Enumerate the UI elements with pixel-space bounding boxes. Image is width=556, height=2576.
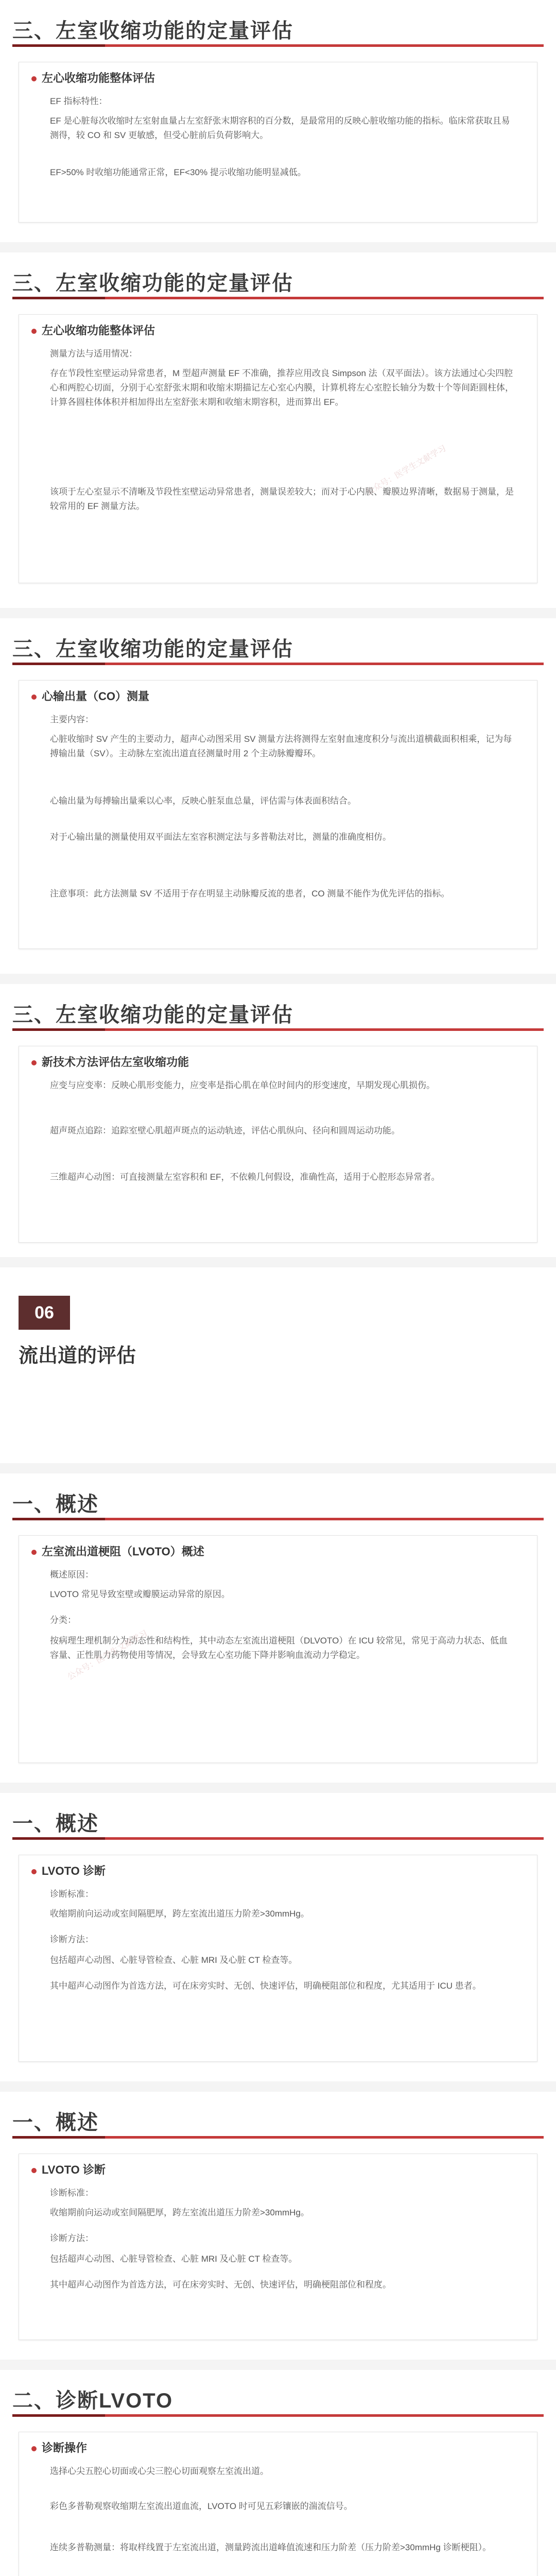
section-overview-2 xyxy=(0,1793,556,2081)
line: 心输出量为每搏输出量乘以心率，反映心脏泵血总量，评估需与体表面积结合。 xyxy=(50,796,356,806)
line: 包括超声心动图、心脏导管检查、心脏 MRI 及心脏 CT 检查等。 xyxy=(50,2254,298,2264)
section-title: 三、左室收缩功能的定量评估 xyxy=(12,20,293,42)
watermark: 公众号：医学生文献学习 xyxy=(66,1629,149,1682)
line: 其中超声心动图作为首选方法，可在床旁实时、无创、快速评估，明确梗阻部位和程度。 xyxy=(50,2280,391,2290)
section-header xyxy=(12,1484,544,1525)
line: 连续多普勒测量：将取样线置于左室流出道，测量跨流出道峰值流速和压力阶差（压力阶差>30mmHg 诊断梗阻）。 xyxy=(50,2543,492,2552)
line: 应变与应变率：反映心肌形变能力，应变率是指心肌在单位时间内的形变速度，早期发现心肌损伤。 xyxy=(50,1080,435,1090)
watermark: 公众号：医学生文献学习 xyxy=(364,444,448,497)
section-header xyxy=(12,10,544,52)
line: 分类： xyxy=(50,1615,76,1625)
section-overview-1 xyxy=(0,1473,556,1783)
line: LVOTO 常见导致室壁或瓣膜运动异常的原因。 xyxy=(50,1589,230,1599)
content-card xyxy=(19,2432,537,2576)
card-title: 左室流出道梗阻（LVOTO）概述 xyxy=(31,1543,204,1559)
card-title: 左心收缩功能整体评估 xyxy=(31,322,155,338)
line: 对于心输出量的测量使用双平面法左室容积测定法与多普勒法对比，测量的准确度相仿。 xyxy=(50,832,391,842)
line: 选择心尖五腔心切面或心尖三腔心切面观察左室流出道。 xyxy=(50,2466,269,2476)
line: 注意事项：此方法测量 SV 不适用于存在明显主动脉瓣反流的患者，CO 测量不能作为优先评估的指标。 xyxy=(50,889,450,899)
title-underline-accent xyxy=(12,663,105,665)
line: 诊断标准： xyxy=(50,2188,94,2198)
section-co xyxy=(0,618,556,974)
section-title: 二、诊断LVOTO xyxy=(12,2389,173,2412)
title-underline-accent xyxy=(12,1028,105,1031)
content-card xyxy=(19,680,537,949)
section-measurement xyxy=(0,252,556,608)
title-underline-accent xyxy=(12,1837,105,1840)
content-card xyxy=(19,62,537,223)
line: 存在节段性室壁运动异常患者，M 型超声测量 EF 不准确，推荐应用改良 Simpson 法（双平面法）。该方法通过心尖四腔心和两腔心切面，分别于心室舒张末期和收缩末期描记左心室心内膜，计算机将左心室腔长轴分为数十个等间距圆柱体，计算各圆柱体体积并相加得出左室舒张末期和收缩末期容积，进而算出 EF。 xyxy=(50,368,514,407)
line: 收缩期前向运动或室间隔肥厚，跨左室流出道压力阶差>30mmHg。 xyxy=(50,2208,309,2217)
chapter-divider xyxy=(0,1267,556,1463)
section-header xyxy=(12,2102,544,2143)
section-header xyxy=(12,629,544,670)
line: 诊断标准： xyxy=(50,1889,94,1899)
content-card xyxy=(19,1046,537,1243)
section-title: 一、概述 xyxy=(12,1812,99,1835)
card-title: 心输出量（CO）测量 xyxy=(31,688,149,704)
title-underline-accent xyxy=(12,2136,105,2139)
line: 概述原因： xyxy=(50,1570,94,1580)
line: 该项于左心室显示不清晰及节段性室壁运动异常患者，测量误差较大；而对于心内膜、瓣膜边界清晰，数据易于测量，是较常用的 EF 测量方法。 xyxy=(50,487,514,511)
title-underline-accent xyxy=(12,44,105,47)
line: 诊断方法： xyxy=(50,1935,94,1944)
section-title: 三、左室收缩功能的定量评估 xyxy=(12,272,293,295)
line: 诊断方法： xyxy=(50,2233,94,2243)
line: EF 指标特性： xyxy=(50,96,108,106)
title-underline-accent xyxy=(12,297,105,299)
line: 收缩期前向运动或室间隔肥厚，跨左室流出道压力阶差>30mmHg。 xyxy=(50,1909,309,1919)
card-title: LVOTO 诊断 xyxy=(31,1862,106,1878)
section-title: 三、左室收缩功能的定量评估 xyxy=(12,1004,293,1026)
section-title: 三、左室收缩功能的定量评估 xyxy=(12,638,293,660)
line: 心脏收缩时 SV 产生的主要动力，超声心动图采用 SV 测量方法将测得左室射血速度积分与流出道横截面积相乘，记为每搏输出量（SV）。主动脉左室流出道直径测量时用 2 个主动脉瓣瓣环。 xyxy=(50,734,512,758)
line: 彩色多普勒观察收缩期左室流出道血流，LVOTO 时可见五彩镶嵌的湍流信号。 xyxy=(50,2501,353,2511)
content-card xyxy=(19,314,537,583)
content-card xyxy=(19,2154,537,2340)
section-title: 一、概述 xyxy=(12,1493,99,1516)
card-title: 诊断操作 xyxy=(31,2439,87,2455)
chapter-number: 06 xyxy=(19,1296,70,1330)
line: 主要内容： xyxy=(50,715,94,724)
title-underline-accent xyxy=(12,1518,105,1520)
card-title: LVOTO 诊断 xyxy=(31,2161,106,2177)
content-card xyxy=(19,1855,537,2062)
section-header xyxy=(12,1803,544,1844)
line: EF 是心脏每次收缩时左室射血量占左室舒张末期容积的百分数，是最常用的反映心脏收缩功能的指标。临床常获取且易测得，较 CO 和 SV 更敏感，但受心脏前后负荷影响大。 xyxy=(50,116,510,140)
title-underline-accent xyxy=(12,2414,105,2417)
section-ef xyxy=(0,0,556,242)
section-header xyxy=(12,994,544,1036)
line: 按病理生理机制分为动态性和结构性，其中动态左室流出道梗阻（DLVOTO）在 ICU 较常见，常见于高动力状态、低血容量、正性肌力药物使用等情况，会导致左心室功能下降并影响血流动力学稳定。 xyxy=(50,1636,508,1660)
line: 三维超声心动图：可直接测量左室容积和 EF，不依赖几何假设，准确性高，适用于心腔形态异常者。 xyxy=(50,1172,440,1182)
card-title: 新技术方法评估左室收缩功能 xyxy=(31,1054,189,1070)
line: 超声斑点追踪：追踪室壁心肌超声斑点的运动轨迹，评估心肌纵向、径向和圆周运动功能。 xyxy=(50,1126,400,1136)
line: EF>50% 时收缩功能通常正常，EF<30% 提示收缩功能明显减低。 xyxy=(50,167,306,177)
line: 包括超声心动图、心脏导管检查、心脏 MRI 及心脏 CT 检查等。 xyxy=(50,1955,298,1965)
section-diagnosis-1 xyxy=(0,2370,556,2576)
section-overview-3 xyxy=(0,2092,556,2360)
section-title: 一、概述 xyxy=(12,2111,99,2134)
line: 测量方法与适用情况： xyxy=(50,349,137,359)
line: 其中超声心动图作为首选方法，可在床旁实时、无创、快速评估，明确梗阻部位和程度，尤其适用于 ICU 患者。 xyxy=(50,1981,481,1991)
section-new-tech xyxy=(0,984,556,1257)
section-header xyxy=(12,263,544,304)
content-card xyxy=(19,1535,537,1763)
chapter-title: 流出道的评估 xyxy=(19,1345,136,1367)
card-title: 左心收缩功能整体评估 xyxy=(31,70,155,86)
section-header xyxy=(12,2380,544,2421)
